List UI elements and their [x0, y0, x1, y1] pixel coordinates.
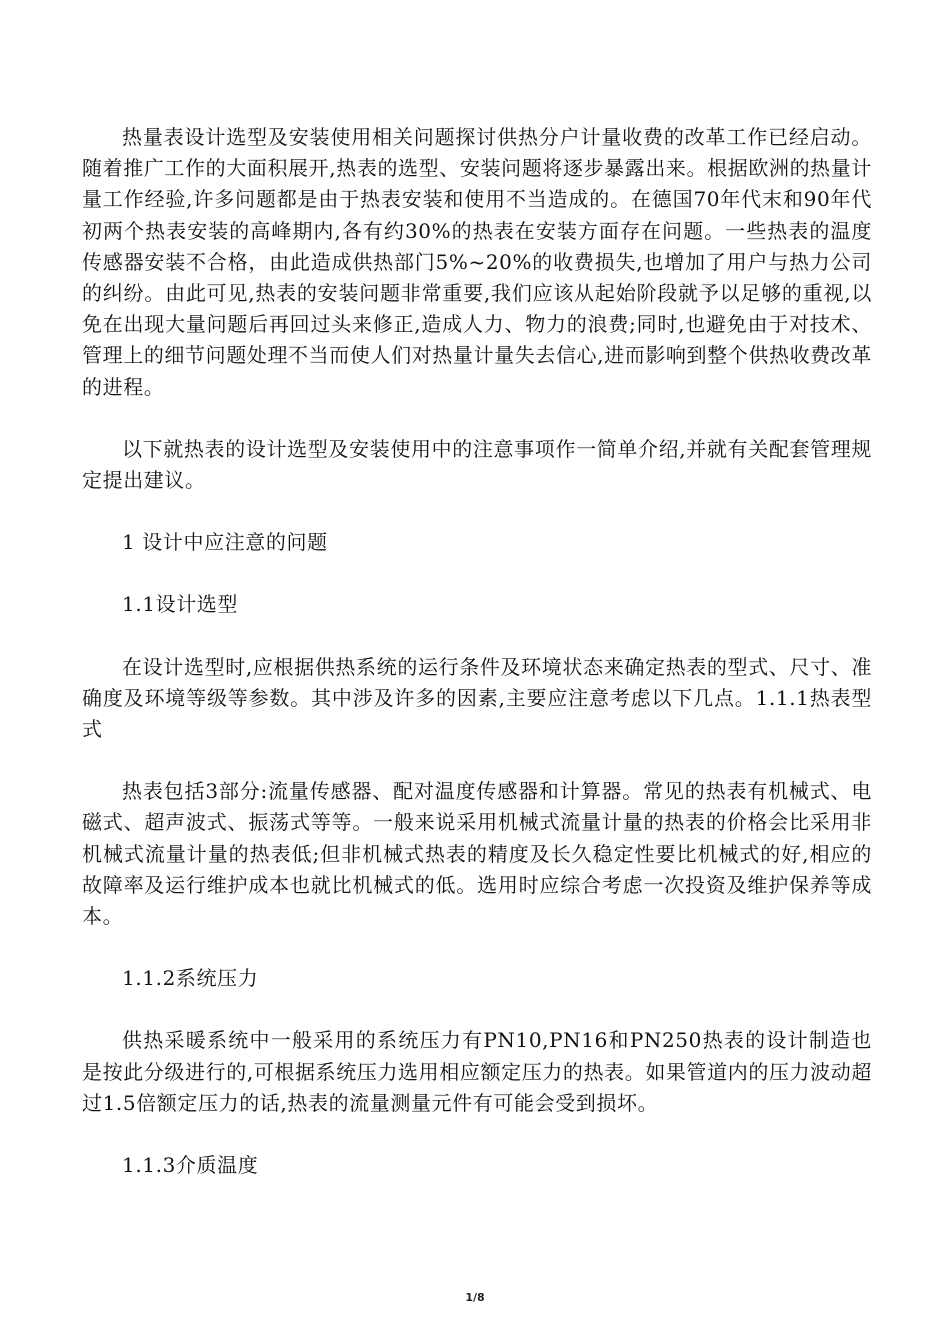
section-heading-1-1: 1.1设计选型	[122, 592, 239, 617]
section-heading-1-1-3: 1.1.3介质温度	[122, 1153, 259, 1178]
section-heading-1-1-2: 1.1.2系统压力	[122, 966, 259, 991]
page-number: 1/8	[465, 1291, 485, 1304]
paragraph-intro: 热量表设计选型及安装使用相关问题探讨供热分户计量收费的改革工作已经启动。随着推广工作的大面积展开,热表的选型、安装问题将逐步暴露出来。根据欧洲的热量计量工作经验,许多问题都是由于热表安装和使用不当造成的。在德国70年代末和90年代初两个热表安装的高峰期内,各有约30%的热表在安装方面存在问题。一些热表的温度传感器安装不合格，由此造成供热部门5%~20%的收费损失,也增加了用户与热力公司的纠纷。由此可见,热表的安装问题非常重要,我们应该从起始阶段就予以足够的重视,以免在出现大量问题后再回过头来修正,造成人力、物力的浪费;同时,也避免由于对技术、管理上的细节问题处理不当而使人们对热量计量失去信心,进而影响到整个供热收费改革的进程。	[82, 125, 872, 399]
paragraph-system-pressure: 供热采暖系统中一般采用的系统压力有PN10,PN16和PN250热表的设计制造也是按此分级进行的,可根据系统压力选用相应额定压力的热表。如果管道内的压力波动超过1.5倍额定压力的话,热表的流量测量元件有可能会受到损坏。	[82, 1028, 872, 1115]
paragraph-overview: 以下就热表的设计选型及安装使用中的注意事项作一简单介绍,并就有关配套管理规定提出建议。	[82, 436, 872, 493]
document-body	[82, 122, 872, 1181]
paragraph-design-selection: 在设计选型时,应根据供热系统的运行条件及环境状态来确定热表的型式、尺寸、准确度及环境等级等参数。其中涉及许多的因素,主要应注意考虑以下几点。1.1.1热表型式	[82, 654, 872, 742]
section-heading-1: 1 设计中应注意的问题	[122, 530, 328, 555]
paragraph-meter-types: 热表包括3部分:流量传感器、配对温度传感器和计算器。常见的热表有机械式、电磁式、超声波式、振荡式等等。一般来说采用机械式流量计量的热表的价格会比采用非机械式流量计量的热表低;但非机械式热表的精度及长久稳定性要比机械式的好,相应的故障率及运行维护成本也就比机械式的低。选用时应综合考虑一次投资及维护保养等成本。	[82, 779, 872, 929]
